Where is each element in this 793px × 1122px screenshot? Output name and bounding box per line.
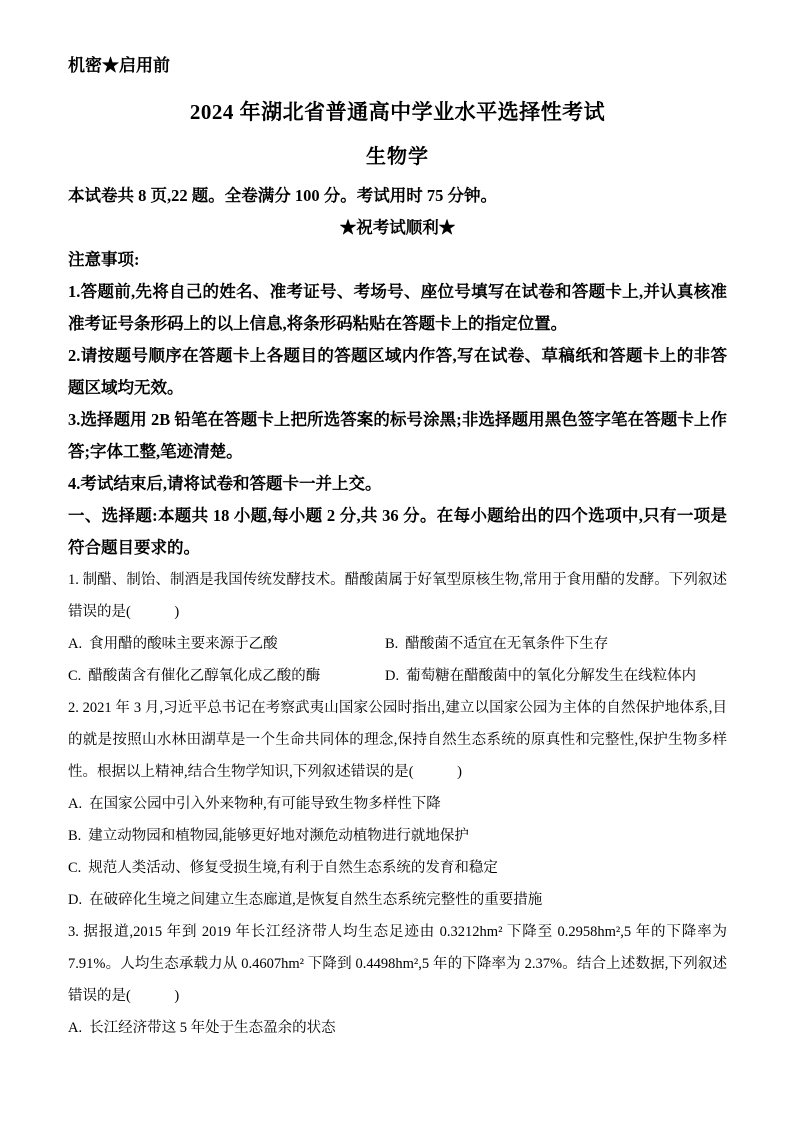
question-2-option-d [68,884,727,916]
question-1-stem: 1. 制醋、制饴、制酒是我国传统发酵技术。醋酸菌属于好氧型原核生物,常用于食用醋的发酵。下列叙述错误的是( ) [68,572,727,620]
confidential-marking: 机密★启用前 [68,56,170,75]
question-3 [68,916,727,1044]
option-a-text: 在国家公园中引入外来物种,有可能导致生物多样性下降 [89,796,441,812]
question-2 [68,692,727,916]
question-1-option-a [68,628,385,660]
option-a-label: A. [68,636,83,652]
option-b-text: 建立动物园和植物园,能够更好地对濒危动植物进行就地保护 [88,828,469,844]
notice-item-2: 2.请按题号顺序在答题卡上各题目的答题区域内作答,写在试卷、草稿纸和答题卡上的非答题区域均无效。 [68,346,727,397]
option-b-label: B. [385,636,399,652]
question-1-option-d [385,660,727,692]
option-a-label: A. [68,1020,83,1036]
paper-info: 本试卷共 8 页,22 题。全卷满分 100 分。考试用时 75 分钟。 [68,186,497,205]
option-d-label: D. [385,668,400,684]
question-1-options-row-1 [68,628,727,660]
notice-item-3: 3.选择题用 2B 铅笔在答题卡上把所选答案的标号涂黑;非选择题用黑色签字笔在答题卡上作答;字体工整,笔迹清楚。 [68,410,727,461]
section-one-heading: 一、选择题:本题共 18 小题,每小题 2 分,共 36 分。在每小题给出的四个选项中,只有一项是符合题目要求的。 [68,506,727,557]
question-1 [68,564,727,692]
notice-item-1: 1.答题前,先将自己的姓名、准考证号、考场号、座位号填写在试卷和答题卡上,并认真核准准考证号条形码上的以上信息,将条形码粘贴在答题卡上的指定位置。 [68,282,727,333]
question-3-stem: 3. 据报道,2015 年到 2019 年长江经济带人均生态足迹由 0.3212hm² 下降至 0.2958hm²,5 年的下降率为 7.91%。人均生态承载力从 0.4607hm² 下降到 0.4498hm²,5 年的下降率为 2.37%。结合上述数据,下列叙述错误的是( ) [68,924,727,1004]
option-c-label: C. [68,860,82,876]
option-d-text: 葡萄糖在醋酸菌中的氧化分解发生在线粒体内 [406,668,697,684]
question-1-option-b [385,628,727,660]
option-a-text: 长江经济带这 5 年处于生态盈余的状态 [89,1020,336,1036]
option-a-text: 食用醋的酸味主要来源于乙酸 [89,636,278,652]
option-c-label: C. [68,668,82,684]
question-2-option-c [68,852,727,884]
notice-item-4: 4.考试结束后,请将试卷和答题卡一并上交。 [68,474,382,493]
option-d-label: D. [68,892,83,908]
option-d-text: 在破碎化生境之间建立生态廊道,是恢复自然生态系统完整性的重要措施 [89,892,543,908]
option-a-label: A. [68,796,83,812]
question-2-option-a [68,788,727,820]
question-2-option-b [68,820,727,852]
notice-heading: 注意事项: [68,250,140,269]
question-2-stem: 2. 2021 年 3 月,习近平总书记在考察武夷山国家公园时指出,建立以国家公园为主体的自然保护地体系,目的就是按照山水林田湖草是一个生命共同体的理念,保持自然生态系统的原真性和完整性,保护生物多样性。根据以上精神,结合生物学知识,下列叙述错误的是( ) [68,700,727,780]
option-c-text: 规范人类活动、修复受损生境,有利于自然生态系统的发育和稳定 [88,860,498,876]
question-1-option-c [68,660,385,692]
exam-wish: ★祝考试顺利★ [339,218,456,237]
option-b-label: B. [68,828,82,844]
exam-title: 2024 年湖北省普通高中学业水平选择性考试 [189,100,606,124]
question-1-options-row-2 [68,660,727,692]
option-b-text: 醋酸菌不适宜在无氧条件下生存 [405,636,609,652]
option-c-text: 醋酸菌含有催化乙醇氧化成乙酸的酶 [88,668,321,684]
subject-title: 生物学 [366,146,429,168]
question-3-option-a [68,1012,727,1044]
